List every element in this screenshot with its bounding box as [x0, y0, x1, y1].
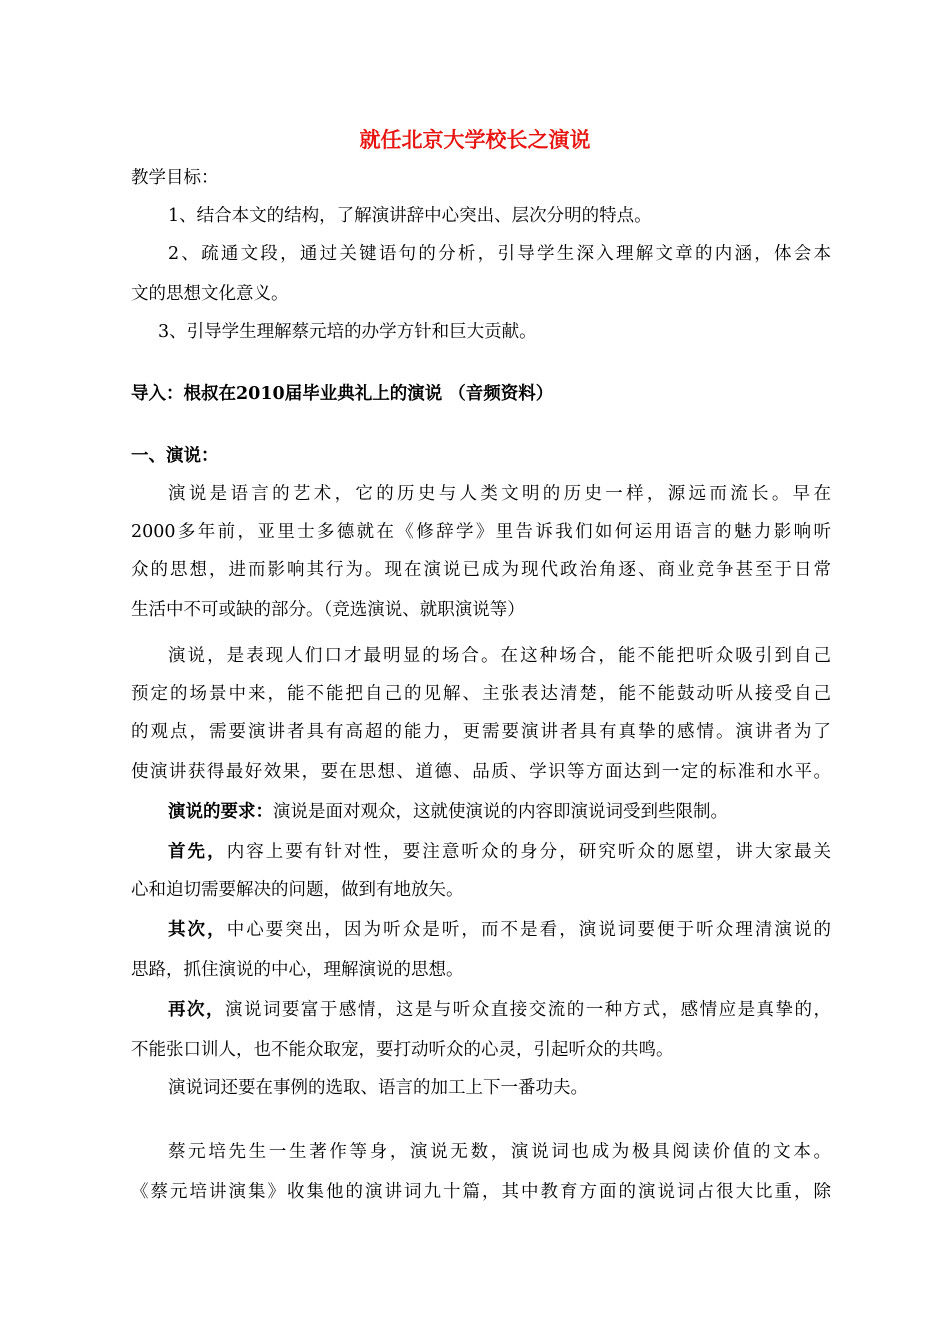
requirements-label: 演说的要求：	[168, 802, 273, 822]
second-text: 中心要突出，因为听众是听，而不是看，演说词要便于听众理清演说的	[226, 920, 832, 940]
second-line-1	[168, 918, 831, 942]
third-line-2: 不能张口训人，也不能众取宠，要打动听众的心灵，引起听众的共鸣。	[131, 1040, 674, 1060]
para-1-line-3: 众的思想，进而影响其行为。现在演说已成为现代政治角逐、商业竞争甚至于日常	[131, 560, 831, 580]
second-line-2: 思路，抓住演说的中心，理解演说的思想。	[131, 960, 464, 980]
also-line: 演说词还要在事例的选取、语言的加工上下一番功夫。	[168, 1078, 588, 1098]
para-2-line-3: 的观点，需要演讲者具有高超的能力，更需要演讲者具有真挚的感情。演讲者为了	[131, 722, 831, 742]
objective-1: 1、结合本文的结构，了解演讲辞中心突出、层次分明的特点。	[168, 206, 652, 226]
document-title: 就任北京大学校长之演说	[359, 127, 591, 152]
requirements-text: 演说是面对观众，这就使演说的内容即演说词受到些限制。	[273, 802, 728, 822]
para-1-line-4: 生活中不可或缺的部分。（竞选演说、就职演说等）	[131, 600, 525, 620]
para-1-line-1: 演说是语言的艺术，它的历史与人类文明的历史一样，源远而流长。早在	[168, 484, 831, 504]
para-3-line-2: 《蔡元培讲演集》收集他的演讲词九十篇，其中教育方面的演说词占很大比重，除	[131, 1182, 831, 1202]
third-line-1	[168, 998, 831, 1022]
para-2-line-2: 预定的场景中来，能不能把自己的见解、主张表达清楚，能不能鼓动听从接受自己	[131, 684, 831, 704]
first-line-2: 心和迫切需要解决的问题，做到有地放矢。	[131, 880, 464, 900]
objectives-label: 教学目标：	[131, 168, 219, 188]
second-label: 其次，	[168, 920, 227, 940]
third-label: 再次，	[168, 1000, 225, 1020]
first-label: 首先，	[168, 842, 227, 862]
intro-heading: 导入：根叔在2010届毕业典礼上的演说 （音频资料）	[131, 384, 554, 404]
third-text: 演说词要富于感情，这是与听众直接交流的一种方式，感情应是真挚的，	[224, 1000, 832, 1020]
objective-2-line-2: 文的思想文化意义。	[131, 284, 289, 304]
section-1-heading: 一、演说：	[131, 446, 219, 466]
objective-3: 3、引导学生理解蔡元培的办学方针和巨大贡献。	[158, 322, 537, 342]
first-text: 内容上要有针对性，要注意听众的身分，研究听众的愿望，讲大家最关	[226, 842, 832, 862]
para-2-line-4: 使演讲获得最好效果，要在思想、道德、品质、学识等方面达到一定的标准和水平。	[131, 762, 831, 782]
first-line-1	[168, 840, 831, 864]
para-3-line-1: 蔡元培先生一生著作等身，演说无数，演说词也成为极具阅读价值的文本。	[168, 1142, 831, 1162]
para-2-line-1: 演说，是表现人们口才最明显的场合。在这种场合，能不能把听众吸引到自己	[168, 646, 831, 666]
objective-2-line-1: 2、疏通文段，通过关键语句的分析，引导学生深入理解文章的内涵，体会本	[168, 244, 831, 264]
para-1-line-2: 2000多年前，亚里士多德就在《修辞学》里告诉我们如何运用语言的魅力影响听	[131, 522, 831, 542]
requirements-line	[168, 800, 831, 824]
